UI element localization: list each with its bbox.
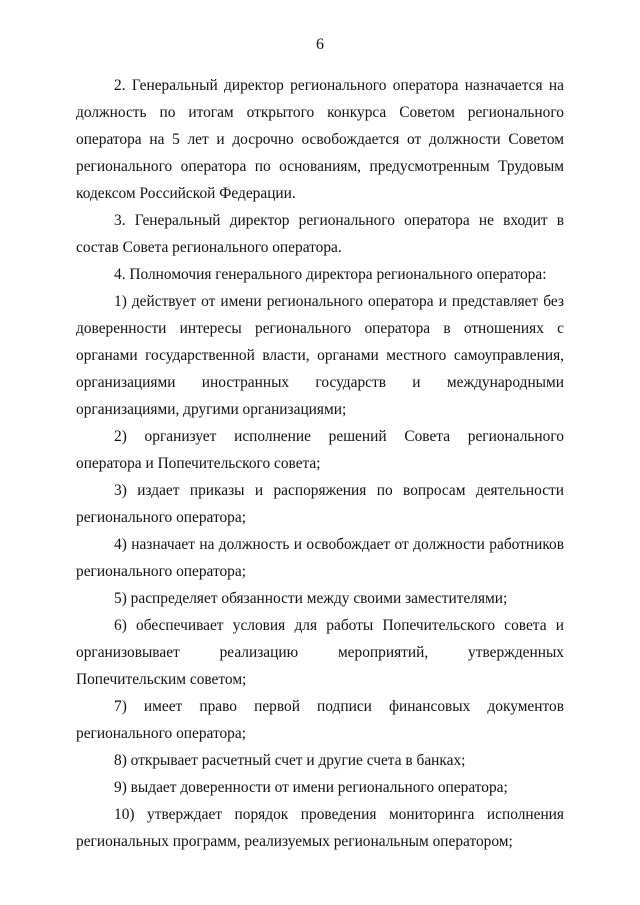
- paragraph-item-3-council-membership: 3. Генеральный директор регионального оператора не входит в состав Совета регионального оператора.: [76, 212, 564, 256]
- paragraph-power-6: 6) обеспечивает условия для работы Попечительского совета и организовывает реализацию мероприятий, утвержденных Попечительским советом;: [76, 617, 564, 688]
- paragraph-power-9: 9) выдает доверенности от имени регионального оператора;: [114, 779, 508, 796]
- paragraph-item-2-appointment: 2. Генеральный директор регионального оператора назначается на должность по итогам открытого конкурса Советом регионального оператора на 5 лет и досрочно освобождается от должности Советом регионального оператора по основаниям, предусмотренным Трудовым кодексом Российской Федерации.: [76, 77, 564, 202]
- paragraph-power-5: 5) распределяет обязанности между своими заместителями;: [114, 590, 508, 607]
- paragraph-power-4: 4) назначает на должность и освобождает от должности работников регионального оператора;: [76, 536, 564, 580]
- paragraph-power-2: 2) организует исполнение решений Совета регионального оператора и Попечительского совета;: [76, 428, 564, 472]
- paragraph-power-7: 7) имеет право первой подписи финансовых документов регионального оператора;: [76, 698, 564, 742]
- paragraph-item-4-powers-heading: 4. Полномочия генерального директора регионального оператора:: [114, 266, 547, 283]
- paragraph-power-3: 3) издает приказы и распоряжения по вопросам деятельности регионального оператора;: [76, 482, 564, 526]
- paragraph-power-10: 10) утверждает порядок проведения мониторинга исполнения региональных программ, реализуемых региональным оператором;: [76, 806, 564, 850]
- page-number: 6: [316, 36, 324, 53]
- document-body: [76, 72, 564, 855]
- paragraph-power-1: 1) действует от имени регионального оператора и представляет без доверенности интересы регионального оператора в отношениях с органами государственной власти, органами местного самоуправления, организациями иностранных государств и международными организациями, другими организациями;: [76, 293, 564, 418]
- paragraph-power-8: 8) открывает расчетный счет и другие счета в банках;: [114, 752, 466, 769]
